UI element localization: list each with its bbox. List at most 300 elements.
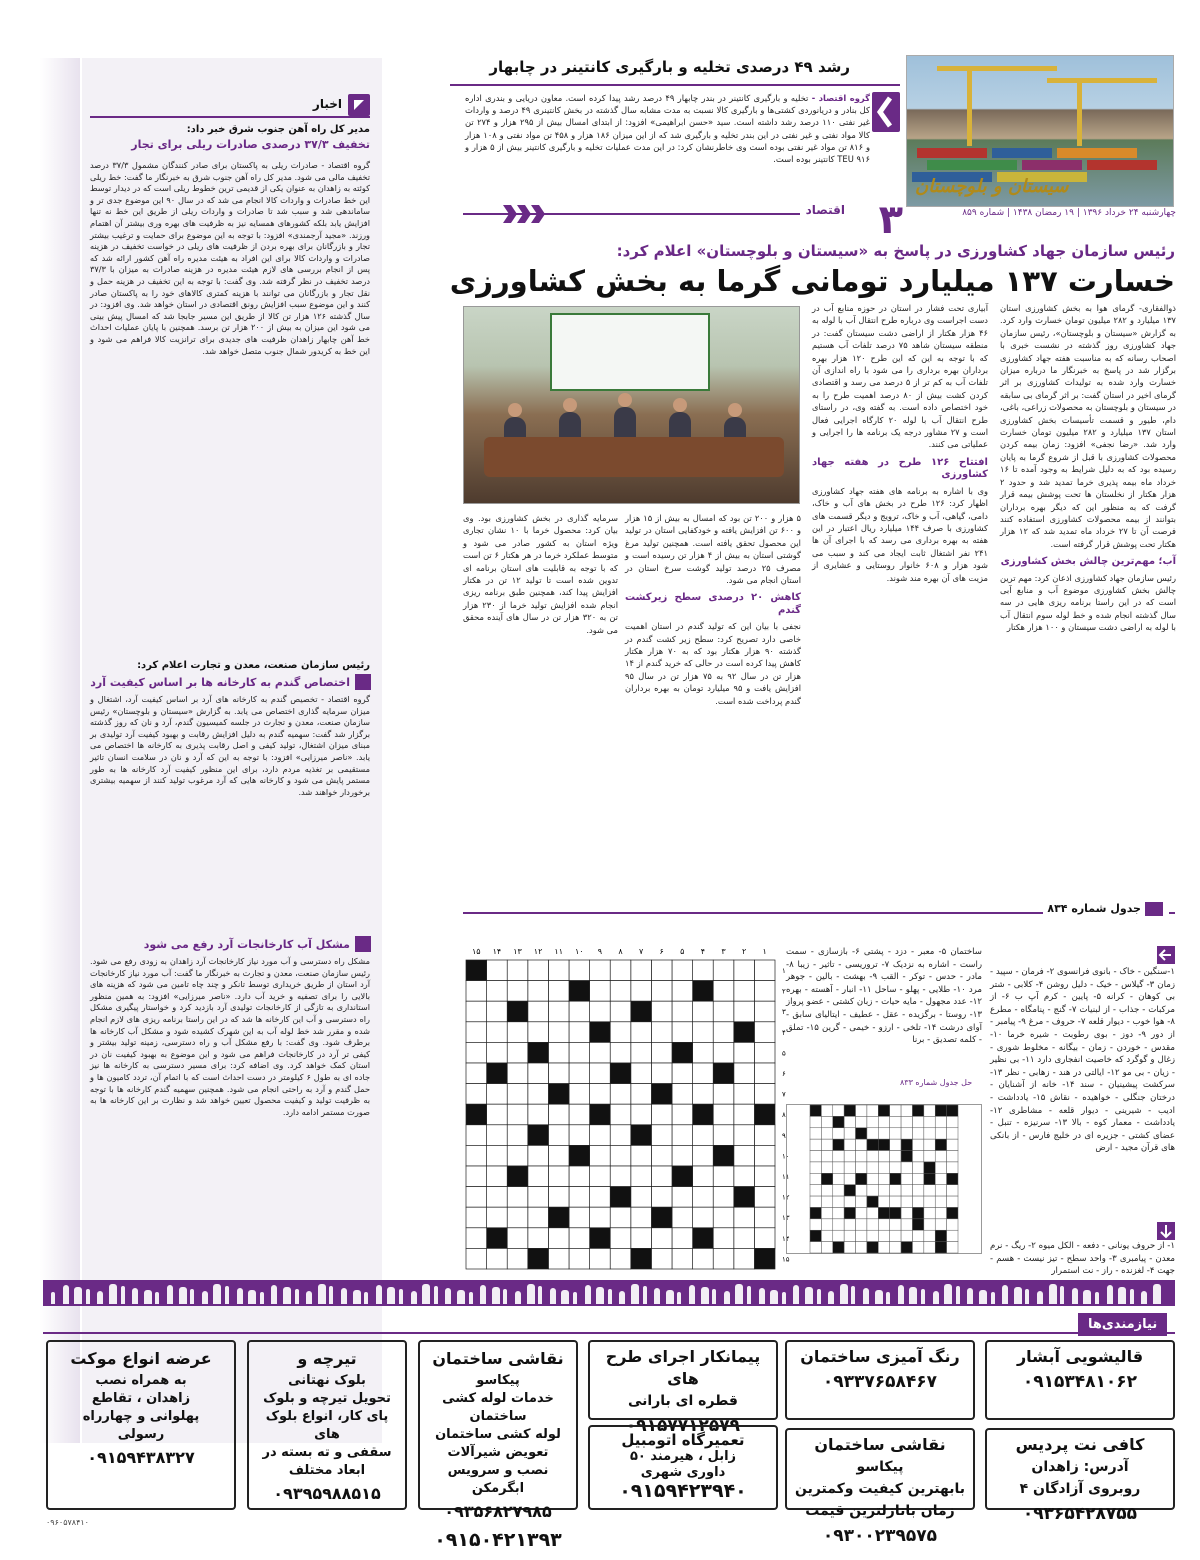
- solution-cell: [867, 1105, 878, 1116]
- solution-cell: [890, 1105, 901, 1116]
- silhouette-figure: [248, 1290, 256, 1304]
- silhouette-figure: [121, 1286, 125, 1304]
- silhouette-figure: [944, 1284, 952, 1304]
- solution-cell: [924, 1173, 935, 1184]
- crossword-row-number: ۱۳: [782, 1214, 790, 1223]
- solution-cell: [947, 1105, 958, 1116]
- article-column-4: [463, 512, 618, 872]
- crossword-cell: [734, 1248, 755, 1269]
- silhouette-figure: [550, 1288, 556, 1304]
- crossword-cell: [734, 1084, 755, 1105]
- solution-cell: [856, 1105, 867, 1116]
- crossword-column-number: ۸: [618, 947, 623, 956]
- solution-cell: [935, 1151, 946, 1162]
- classified-ad: [418, 1340, 578, 1551]
- solution-cell: [924, 1151, 935, 1162]
- silhouette-figure: [434, 1286, 438, 1304]
- crossword-cell: [713, 1001, 734, 1022]
- solution-cell: [821, 1185, 832, 1196]
- crossword-cell: [651, 1022, 672, 1043]
- silhouette-figure: [179, 1287, 187, 1304]
- crossword-column-number: ۷: [638, 947, 644, 956]
- crossword-black-cell: [569, 1145, 590, 1166]
- solution-cell: [810, 1128, 821, 1139]
- crossword-cell: [651, 1187, 672, 1208]
- silhouette-figure: [63, 1285, 69, 1304]
- silhouette-figure: [759, 1288, 765, 1304]
- crossword-cell: [528, 1001, 549, 1022]
- crossword-cell: [507, 1187, 528, 1208]
- ad-line: به همراه نصب: [95, 1373, 187, 1388]
- solution-cell: [912, 1105, 923, 1116]
- crossword-cell: [487, 960, 508, 981]
- crossword-black-cell: [754, 1248, 775, 1269]
- solution-cell: [901, 1230, 912, 1241]
- solution-cell: [844, 1207, 855, 1218]
- crossword-column-number: ۳: [721, 947, 726, 956]
- solution-cell: [856, 1173, 867, 1184]
- crossword-cell: [487, 1166, 508, 1187]
- silhouette-figure: [271, 1285, 277, 1304]
- crossword-cell: [734, 1228, 755, 1249]
- ad-title: تعمیرگاه اتومبیل: [621, 1431, 745, 1449]
- crossword-row-number: ۱۱: [782, 1173, 790, 1181]
- crossword-cell: [569, 1125, 590, 1146]
- crossword-cell: [590, 1248, 611, 1269]
- solution-cell: [947, 1242, 958, 1253]
- silhouette-figure: [817, 1289, 821, 1304]
- solution-cell: [901, 1196, 912, 1207]
- crossword-cell: [507, 1084, 528, 1105]
- article-text: نجفی با بیان این که تولید گندم در استان اهمیت خاصی دارد تصریح کرد: سطح زیر کشت گندم در گذشته ۹۰ هزار هکتار بود که به ۷۰ هزار هکتار کاهش پیدا کرده است در حالی که خرید گندم از ۱۴ هزار تن در سال ۹۲ به ۷۵ هزار تن در سال ۹۵ افزایش یافت و ۹۵ میلیارد تومان به بهره برداران گندم پرداخت شده است.: [625, 621, 801, 706]
- crossword-cell: [672, 1125, 693, 1146]
- crossword-cell: [590, 1187, 611, 1208]
- crossword-cell: [610, 1166, 631, 1187]
- crossword-cell: [528, 1207, 549, 1228]
- news-body-2: گروه اقتصاد - تخصیص گندم به کارخانه های آرد بر اساس کیفیت آرد، اشتغال و میزان سرمایه گذاری اختصاص می یابد. به گزارش «سیستان و بلوچستان» رئیس سازمان صنعت، معدن و تجارت در جلسه کمیسیون گندم، آرد و نان که روز گذشته برگزار شد گفت: سهمیه گندم به دلیل افزایش رقابت و بهبود کیفیت آرد تولیدی بر مبنای میزان اشتغال، تولید کیفی و اصل رقابت پذیری به کارخانه ها اختصاص می یابد. «ناصر میرزایی» افزود: با توجه به این که آرد و نان در سلامت انسان تاثیر مستقیمی بر تغذیه مردم دارد، برای این منظور کیفیت آرد کارخانه ها به طور مستمر پایش می شود و کارخانه هایی که آرد مرغوب تولید کنند از سهمیه بیشتری برخوردار خواهند شد.: [90, 694, 370, 797]
- crossword-cell: [610, 1042, 631, 1063]
- crossword-cell: [693, 1187, 714, 1208]
- crossword-cell: [754, 1001, 775, 1022]
- ad-line: نصب و سرویس ابگرمکن: [447, 1463, 549, 1496]
- solution-cell: [878, 1196, 889, 1207]
- crossword-black-cell: [651, 1207, 672, 1228]
- crossword-cell: [507, 960, 528, 981]
- silhouette-figure: [213, 1284, 221, 1304]
- silhouette-figure: [86, 1289, 90, 1304]
- ad-line: پهلوانی و چهارراه: [82, 1409, 200, 1424]
- solution-cell: [901, 1128, 912, 1139]
- silhouette-figure: [921, 1289, 925, 1304]
- silhouette-figure: [144, 1290, 152, 1304]
- crossword-cell: [631, 1166, 652, 1187]
- news-tag: [290, 94, 370, 116]
- crossword-cell: [610, 1001, 631, 1022]
- solution-cell: [878, 1185, 889, 1196]
- silhouette-figure: [677, 1292, 681, 1304]
- silhouette-figure: [538, 1286, 542, 1304]
- crossword-cell: [631, 1104, 652, 1125]
- crossword-black-cell: [610, 1187, 631, 1208]
- news-arrow-icon: [355, 674, 371, 690]
- crossword-row-number: ۱۵: [782, 1255, 790, 1264]
- crossword-cell: [569, 1248, 590, 1269]
- crossword-cell: [693, 1248, 714, 1269]
- crossword-cell: [569, 1001, 590, 1022]
- silhouette-figure: [1060, 1286, 1064, 1304]
- solution-cell: [901, 1185, 912, 1196]
- crossword-cell: [487, 1022, 508, 1043]
- solution-cell: [890, 1162, 901, 1173]
- solution-cell: [856, 1242, 867, 1253]
- crossword-black-cell: [672, 1042, 693, 1063]
- crossword-cell: [672, 1228, 693, 1249]
- crossword-cell: [672, 1022, 693, 1043]
- crossword-cell: [590, 1145, 611, 1166]
- silhouette-figure: [689, 1285, 695, 1304]
- silhouette-figure: [666, 1290, 674, 1304]
- silhouette-figure: [851, 1286, 855, 1304]
- ad-line: روبروی آزادگان ۴: [1019, 1481, 1141, 1497]
- solution-cell: [821, 1219, 832, 1230]
- solution-cell: [890, 1242, 901, 1253]
- crossword-cell: [487, 1001, 508, 1022]
- news-kicker-2: رئیس سازمان صنعت، معدن و تجارت اعلام کرد:: [137, 660, 370, 671]
- ad-line: رسولی: [117, 1427, 165, 1442]
- silhouette-figure: [376, 1285, 382, 1304]
- solution-cell: [924, 1242, 935, 1253]
- solution-cell: [867, 1128, 878, 1139]
- solution-cell: [878, 1128, 889, 1139]
- silhouette-figure: [353, 1290, 361, 1304]
- silhouette-figure: [306, 1291, 312, 1304]
- crossword-black-cell: [734, 1022, 755, 1043]
- crossword-cell: [754, 981, 775, 1002]
- solution-cell: [890, 1139, 901, 1150]
- silhouette-figure: [643, 1286, 647, 1304]
- ad-phone: ۰۹۳۳۷۶۵۸۴۶۷: [822, 1372, 938, 1392]
- solution-cell: [878, 1219, 889, 1230]
- crossword-cell: [713, 1084, 734, 1105]
- solution-cell: [924, 1139, 935, 1150]
- solution-cell: [924, 1230, 935, 1241]
- crossword-cell: [651, 981, 672, 1002]
- solution-cell: [924, 1105, 935, 1116]
- crossword-black-cell: [713, 1145, 734, 1166]
- crossword-cell: [507, 1063, 528, 1084]
- crossword-cell: [487, 1248, 508, 1269]
- previous-solution-title: حل جدول شماره ۸۳۳: [900, 1078, 973, 1087]
- ad-phone: ۰۹۱۵۹۴۳۸۳۲۷: [87, 1448, 195, 1467]
- solution-cell: [935, 1207, 946, 1218]
- solution-cell: [901, 1162, 912, 1173]
- crossword-row-number: ۵: [782, 1049, 786, 1058]
- silhouette-figure: [341, 1288, 347, 1304]
- section-header: [463, 197, 903, 243]
- crossword-cell: [487, 1042, 508, 1063]
- crossword-cell: [693, 1145, 714, 1166]
- crossword-black-cell: [466, 960, 487, 981]
- silhouette-figure: [387, 1287, 395, 1304]
- solution-cell: [890, 1230, 901, 1241]
- solution-cell: [912, 1173, 923, 1184]
- crossword-cell: [734, 1104, 755, 1125]
- crossword-black-cell: [590, 1228, 611, 1249]
- solution-cell: [810, 1219, 821, 1230]
- silhouette-figure: [793, 1285, 799, 1304]
- crossword-black-cell: [693, 981, 714, 1002]
- solution-cell: [856, 1151, 867, 1162]
- crossword-column-number: ۱۴: [492, 947, 502, 956]
- horizontal-clues-arrow-icon: [1157, 946, 1175, 964]
- silhouette-figure: [596, 1287, 604, 1304]
- silhouette-figure: [1153, 1284, 1161, 1304]
- section-stripes-icon: [503, 205, 563, 223]
- solution-cell: [821, 1139, 832, 1150]
- solution-cell: [844, 1173, 855, 1184]
- silhouette-figure: [1025, 1289, 1029, 1304]
- crossword-cell: [487, 981, 508, 1002]
- solution-cell: [867, 1139, 878, 1150]
- solution-cell: [912, 1116, 923, 1127]
- article-column-2: [812, 302, 988, 872]
- article-title: خسارت ۱۳۷ میلیارد تومانی گرما به بخش کشاورزی: [449, 264, 1175, 298]
- crossword-cell: [466, 1228, 487, 1249]
- crossword-cell: [651, 1104, 672, 1125]
- crossword-cell: [507, 1042, 528, 1063]
- solution-cell: [878, 1242, 889, 1253]
- solution-cell: [935, 1105, 946, 1116]
- top-chevron-icon: [872, 92, 900, 132]
- top-divider: [450, 84, 900, 86]
- crossword-cell: [507, 1022, 528, 1043]
- silhouette-figure: [724, 1291, 730, 1304]
- crossword-cell: [734, 1063, 755, 1084]
- solution-cell: [867, 1219, 878, 1230]
- crossword-cell: [528, 1166, 549, 1187]
- solution-cell: [924, 1196, 935, 1207]
- solution-cell: [844, 1196, 855, 1207]
- top-lead-text: تخلیه و بارگیری کانتینر در بندر چابهار ۴۹ درصد رشد پیدا کرده است. معاون دریایی و بندری اداره کل بنادر و دریانوردی کشتی‌ها و بارگیری کالا نسبت به مدت مشابه سال گذشته در بخش کانتینری ۴۹ درصد و واردات غیر نفتی ۱۱۰ درصد رشد داشته است. سید «حسن ابراهیمی» افزود: از ابتدای امسال بیش از ۲۹۵ هزار و ۲۷۴ تن کالا مواد نفتی و غیر نفتی در این بندر تخلیه و بارگیری شد که از این میزان ۱۸۶ هزار و ۴۵۸ تن مواد نفتی و ۱۰۸ هزار و ۸۱۶ تن مواد غیر نفتی بوده است وی خاطرنشان کرد: در این مدت عملیات تخلیه و بارگیری کانتینر بیش از ۵ هزار و ۹۱۶ TEU کانتینر بوده است.: [465, 93, 870, 165]
- silhouette-figure: [701, 1287, 709, 1304]
- crossword-cell: [548, 1187, 569, 1208]
- crossword-black-cell: [487, 1228, 508, 1249]
- solution-cell: [935, 1230, 946, 1241]
- crossword-cell: [734, 960, 755, 981]
- crossword-black-cell: [693, 1228, 714, 1249]
- crossword-cell: [507, 1228, 528, 1249]
- ad-line: سقفی و ته بسته در: [262, 1445, 392, 1460]
- silhouette-figure: [51, 1292, 55, 1304]
- silhouette-figure: [1118, 1287, 1126, 1304]
- solution-cell: [810, 1185, 821, 1196]
- crossword-cell: [754, 1145, 775, 1166]
- crossword-cell: [548, 1166, 569, 1187]
- silhouette-figure: [480, 1285, 486, 1304]
- crossword-black-cell: [631, 1125, 652, 1146]
- article-subhead: کاهش ۲۰ درصدی سطح زیرکشت گندم: [625, 592, 801, 616]
- ad-phone: ۰۹۱۵۹۴۲۳۹۴۰: [619, 1480, 747, 1502]
- solution-cell: [912, 1151, 923, 1162]
- solution-cell: [833, 1105, 844, 1116]
- crossword-column-number: ۱۲: [533, 947, 543, 956]
- crossword-black-cell: [507, 1001, 528, 1022]
- solution-cell: [833, 1116, 844, 1127]
- solution-cell: [947, 1196, 958, 1207]
- classified-ad: [985, 1340, 1175, 1420]
- ad-line: ابعاد مختلف: [288, 1463, 366, 1478]
- crossword-cell: [487, 1187, 508, 1208]
- solution-cell: [901, 1139, 912, 1150]
- silhouette-figure: [561, 1290, 569, 1304]
- crossword-black-cell: [507, 1166, 528, 1187]
- solution-cell: [890, 1219, 901, 1230]
- silhouette-figure: [527, 1284, 535, 1304]
- solution-cell: [901, 1116, 912, 1127]
- silhouette-figure: [735, 1284, 743, 1304]
- solution-cell: [844, 1230, 855, 1241]
- silhouette-figure: [967, 1288, 973, 1304]
- silhouette-figure: [875, 1290, 883, 1304]
- crossword-cell: [507, 1125, 528, 1146]
- solution-cell: [935, 1196, 946, 1207]
- solution-cell: [810, 1207, 821, 1218]
- solution-cell: [878, 1139, 889, 1150]
- issue-date: چهارشنبه ۲۴ خرداد ۱۳۹۶ | ۱۹ رمضان ۱۴۳۸ | شماره ۸۵۹: [962, 208, 1176, 218]
- crossword-column-number: ۲: [741, 947, 747, 956]
- crossword-cell: [651, 1228, 672, 1249]
- crossword-cell: [672, 981, 693, 1002]
- crossword-cell: [734, 1125, 755, 1146]
- crossword-cell: [507, 1248, 528, 1269]
- solution-cell: [844, 1128, 855, 1139]
- crossword-cell: [631, 1145, 652, 1166]
- solution-cell: [867, 1173, 878, 1184]
- silhouette-figure: [585, 1285, 591, 1304]
- solution-cell: [867, 1151, 878, 1162]
- crossword-row-number: ۱۴: [782, 1234, 790, 1243]
- crossword-black-cell: [631, 1248, 652, 1269]
- crossword-cell: [548, 1022, 569, 1043]
- crossword-cell: [754, 960, 775, 981]
- solution-cell: [924, 1162, 935, 1173]
- solution-cell: [901, 1207, 912, 1218]
- crossword-cell: [693, 1001, 714, 1022]
- news-body-1: گروه اقتصاد - صادرات ریلی به پاکستان برای صادر کنندگان مشمول ۳۷/۳ درصد تخفیف مالی می شود. مدیر کل راه آهن جنوب شرق به خبرنگار ما گفت: خط ریلی کوئته به زاهدان به عنوان یکی از قدیمی ترین خطوط ریلی است که در دیدار توسط این خط صادرات و واردات کالا انجام می شد که در سال ۹۰ این موضوع جدی تر و ساماندهی شد و سبب شد تا صادرات و واردات ریلی از طریق این خط نه تنها افزایش یابد بلکه کشورهای همسایه نیز به ظرفیت های بهره وری بیشتر آن اهتمام ورزند. «مجید آرجمندی» افزود: با توجه به این موضوع برای حمایت و ترغیب بیشتر تجار و بازرگانان برای بهره بردن از ظرفیت های ریلی در خواست تخفیف در هزینه صادرات و واردات کالا برای این افراد به هیئت مدیره راه آهن کشور ارائه شد که پس از انجام بررسی های لازم هیئت مدیره در هزینه صادرات به میزان با ۳۷/۳ درصد تخفیف در نظر گرفته شد. وی گفت: با توجه به این تخفیف در هزینه حمل و نقل تجار و بازرگانان می توانند با هزینه کمتری کالاهای خود را به پاکستان صادر کنند و این موضوع سبب افزایش رونق اقتصادی در استان خواهد شد. وی افزود: در سال گذشته ۱۲۶ هزار تن کالا از طریق این مسیر جابجا شد که امسال پیش بینی می شود این میزان به بیش از ۲۰۰ هزار تن برسد. همچنین با پایان عملیات احداث خط آهن چابهار زاهدان ظرفیت های جدیدی برای ترانزیت کالا فراهم می شود و این خط به کریدور شمال جنوب متصل خواهد شد.: [90, 160, 371, 356]
- crossword-column-number: ۴: [700, 947, 706, 956]
- crossword-cell: [569, 1187, 590, 1208]
- crossword-cell: [548, 1063, 569, 1084]
- ad-phone: ۰۹۱۵۳۴۸۱۰۶۲: [1022, 1372, 1138, 1392]
- solution-cell: [833, 1173, 844, 1184]
- crossword-cell: [548, 1104, 569, 1125]
- crossword-cell: [672, 1145, 693, 1166]
- solution-cell: [924, 1207, 935, 1218]
- crossword-cell: [528, 1104, 549, 1125]
- solution-cell: [810, 1242, 821, 1253]
- crossword-cell: [672, 1187, 693, 1208]
- solution-cell: [856, 1196, 867, 1207]
- crossword-cell: [610, 1207, 631, 1228]
- solution-cell: [947, 1128, 958, 1139]
- solution-cell: [856, 1162, 867, 1173]
- masthead-logo: سیستان و بلوچستان: [915, 176, 1069, 197]
- solution-cell: [856, 1219, 867, 1230]
- silhouette-figure: [1095, 1292, 1099, 1304]
- crossword-black-cell: [548, 1084, 569, 1105]
- solution-cell: [844, 1116, 855, 1127]
- crossword-cell: [651, 1248, 672, 1269]
- crossword-cell: [548, 1228, 569, 1249]
- solution-cell: [844, 1162, 855, 1173]
- solution-cell: [947, 1162, 958, 1173]
- press-conference-photo: [463, 306, 800, 504]
- vertical-clues-2: ۱- از حروف یونانی - دفعه - الکل میوه ۲- ریگ - نرم معدن - پیامبری ۳- واحد سطح - تیز نیست - هسم - جهت ۴- لغزنده - راز - نت استمرار: [990, 1241, 1175, 1277]
- crossword-column-number: ۱۱: [554, 947, 563, 956]
- crossword-cell: [466, 1145, 487, 1166]
- solution-cell: [935, 1128, 946, 1139]
- crossword-black-cell: [610, 1063, 631, 1084]
- crossword-row-number: ۷: [782, 1090, 786, 1099]
- crossword-cell: [487, 1125, 508, 1146]
- crossword-cell: [713, 1104, 734, 1125]
- silhouette-figure: [909, 1287, 917, 1304]
- crossword-cell: [466, 1166, 487, 1187]
- crossword-cell: [507, 981, 528, 1002]
- crossword-cell: [631, 1022, 652, 1043]
- solution-cell: [821, 1105, 832, 1116]
- silhouette-figure: [782, 1292, 786, 1304]
- solution-cell: [901, 1151, 912, 1162]
- top-headline: رشد ۴۹ درصدی تخلیه و بارگیری کانتینر در چابهار: [489, 58, 850, 76]
- crossword-cell: [487, 1104, 508, 1125]
- solution-cell: [821, 1230, 832, 1241]
- solution-cell: [833, 1230, 844, 1241]
- solution-cell: [856, 1230, 867, 1241]
- crossword-black-cell: [569, 981, 590, 1002]
- classified-ad: [785, 1340, 975, 1420]
- crossword-cell: [569, 1084, 590, 1105]
- crossword-cell: [590, 960, 611, 981]
- crossword-cell: [713, 1207, 734, 1228]
- silhouette-figure: [863, 1288, 869, 1304]
- ad-title: پیمانکار اجرای طرح های: [605, 1347, 761, 1388]
- crossword-row-number: ۲: [782, 987, 786, 996]
- solution-cell: [890, 1128, 901, 1139]
- solution-cell: [856, 1139, 867, 1150]
- solution-cell: [833, 1219, 844, 1230]
- crossword-cell: [713, 1125, 734, 1146]
- crossword-column-number: ۱: [762, 947, 767, 956]
- crossword-cell: [672, 1207, 693, 1228]
- silhouette-figure: [132, 1288, 138, 1304]
- crossword-cell: [610, 1022, 631, 1043]
- silhouette-figure: [469, 1292, 473, 1304]
- classified-ad: [46, 1340, 236, 1510]
- ad-line: تعویض شیرآلات: [447, 1445, 549, 1460]
- solution-cell: [878, 1207, 889, 1218]
- crossword-cell: [631, 1084, 652, 1105]
- crossword-cell: [754, 1084, 775, 1105]
- ad-phone: ۰۹۳۶۵۴۲۸۷۵۵: [1022, 1504, 1138, 1524]
- crossword-cell: [754, 1063, 775, 1084]
- solution-cell: [821, 1173, 832, 1184]
- crossword-cell: [631, 1187, 652, 1208]
- solution-cell: [912, 1185, 923, 1196]
- silhouette-figure: [805, 1287, 813, 1304]
- solution-cell: [810, 1105, 821, 1116]
- ad-line: تحویل تیرچه و بلوک: [263, 1391, 391, 1406]
